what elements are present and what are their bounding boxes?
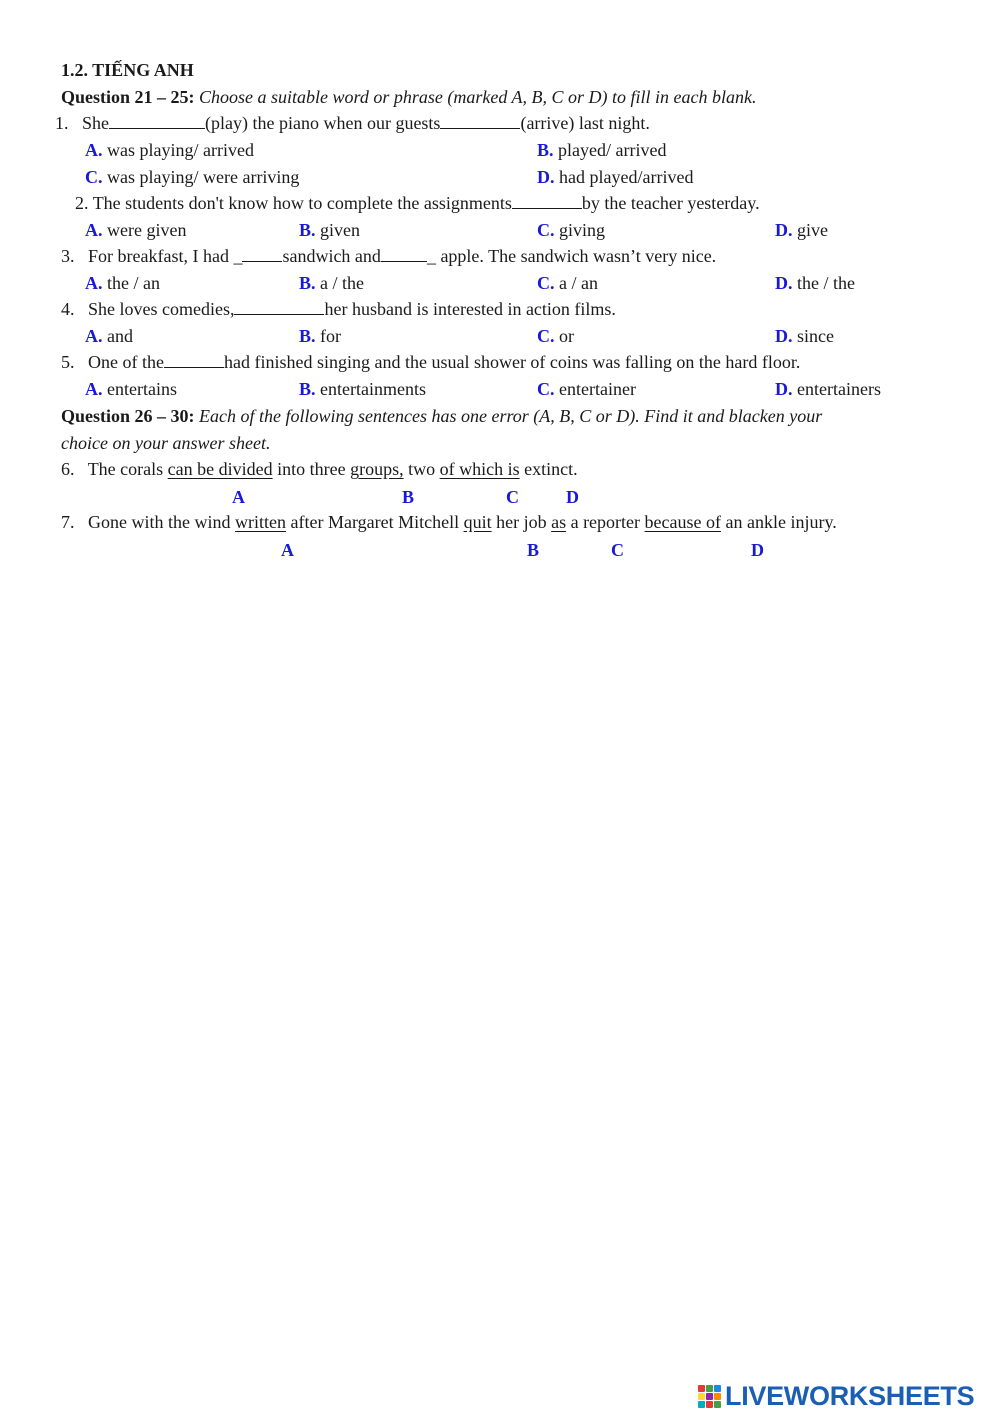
- question-number: 2.: [75, 193, 89, 213]
- question-1: [55, 112, 650, 134]
- sentence-text: Gone with the wind: [88, 512, 235, 532]
- option-letter: B.: [299, 326, 316, 346]
- option-b[interactable]: [537, 139, 666, 161]
- option-d[interactable]: [775, 325, 834, 347]
- question-2: [75, 192, 760, 214]
- question-text: (arrive) last night.: [520, 113, 650, 133]
- option-letter: D.: [775, 379, 793, 399]
- question-text: The students don't know how to complete the assignments: [92, 193, 512, 213]
- option-text: since: [797, 326, 834, 346]
- question-text: _ apple. The sandwich wasn’t very nice.: [426, 246, 717, 266]
- option-letter: D.: [537, 167, 555, 187]
- option-letter: A.: [85, 273, 103, 293]
- option-letter: B.: [299, 220, 316, 240]
- error-mark-a[interactable]: A: [281, 540, 294, 560]
- option-b[interactable]: [299, 325, 341, 347]
- option-a[interactable]: [85, 139, 254, 161]
- error-mark-d[interactable]: D: [751, 540, 764, 560]
- underlined-part-a[interactable]: written: [234, 512, 286, 532]
- question-group-instruction: Choose a suitable word or phrase (marked A, B, C or D) to fill in each blank.: [199, 87, 757, 107]
- answer-blank[interactable]: [109, 113, 205, 129]
- option-c[interactable]: [537, 378, 636, 400]
- option-letter: C.: [537, 326, 555, 346]
- option-d[interactable]: [775, 219, 828, 241]
- sentence-text: extinct.: [519, 459, 578, 479]
- question-5: [61, 351, 800, 373]
- sentence-text: an ankle injury.: [721, 512, 837, 532]
- logo-tile: [706, 1385, 713, 1392]
- question-group-label: Question 26 – 30:: [61, 406, 195, 426]
- logo-tile: [706, 1401, 713, 1408]
- answer-blank[interactable]: [381, 246, 427, 262]
- question-4: [61, 298, 616, 320]
- question-text: For breakfast, I had _: [88, 246, 243, 266]
- sentence-text: a reporter: [566, 512, 645, 532]
- sentence-text: two: [403, 459, 440, 479]
- option-letter: B.: [537, 140, 554, 160]
- option-text: were given: [107, 220, 187, 240]
- sentence-text: her job: [491, 512, 552, 532]
- option-text: the / the: [797, 273, 855, 293]
- logo-tile: [698, 1401, 705, 1408]
- option-c[interactable]: [537, 219, 605, 241]
- option-text: or: [559, 326, 574, 346]
- question-group-header: [61, 405, 822, 427]
- option-b[interactable]: [299, 378, 426, 400]
- option-text: for: [320, 326, 342, 346]
- section-title: 1.2. TIẾNG ANH: [61, 60, 194, 80]
- error-mark-d[interactable]: D: [566, 487, 579, 507]
- question-text: sandwich and: [282, 246, 381, 266]
- option-text: a / the: [320, 273, 364, 293]
- underlined-part-b[interactable]: quit: [463, 512, 492, 532]
- option-text: the / an: [107, 273, 160, 293]
- option-text: given: [320, 220, 361, 240]
- option-text: give: [797, 220, 828, 240]
- question-number: 7.: [61, 512, 75, 532]
- question-text: She: [82, 113, 109, 133]
- question-3: [61, 245, 716, 267]
- error-mark-c[interactable]: C: [506, 487, 519, 507]
- sentence-text: The corals: [87, 459, 168, 479]
- option-text: was playing/ were arriving: [107, 167, 300, 187]
- option-text: entertainers: [797, 379, 881, 399]
- question-number: 3.: [61, 246, 75, 266]
- option-text: played/ arrived: [558, 140, 667, 160]
- underlined-part-c[interactable]: as: [551, 512, 567, 532]
- option-letter: C.: [537, 273, 555, 293]
- option-letter: A.: [85, 379, 103, 399]
- underlined-part-d[interactable]: because of: [644, 512, 721, 532]
- logo-tile: [706, 1393, 713, 1400]
- sentence-text: after Margaret Mitchell: [285, 512, 464, 532]
- error-mark-b[interactable]: B: [527, 540, 540, 560]
- logo-tile: [714, 1385, 721, 1392]
- answer-blank[interactable]: [440, 113, 520, 129]
- question-text: had finished singing and the usual shower of coins was falling on the hard floor.: [223, 352, 801, 372]
- answer-blank[interactable]: [164, 352, 224, 368]
- question-text: She loves comedies,: [88, 299, 235, 319]
- option-c[interactable]: [85, 166, 299, 188]
- logo-tile: [698, 1393, 705, 1400]
- question-group-label: Question 21 – 25:: [61, 87, 195, 107]
- question-group-header: [61, 86, 756, 108]
- option-d[interactable]: [775, 272, 855, 294]
- underlined-part-b[interactable]: groups,: [350, 459, 404, 479]
- option-letter: A.: [85, 220, 103, 240]
- logo-tile: [714, 1401, 721, 1408]
- option-text: had played/arrived: [559, 167, 694, 187]
- option-text: entertainments: [320, 379, 426, 399]
- liveworksheets-logo: [698, 1381, 974, 1411]
- underlined-part-a[interactable]: can be divided: [167, 459, 273, 479]
- option-a[interactable]: [85, 378, 177, 400]
- question-7: [61, 511, 837, 533]
- question-number: 1.: [55, 113, 69, 133]
- error-mark-b[interactable]: B: [402, 487, 415, 507]
- option-d[interactable]: [775, 378, 881, 400]
- question-text: her husband is interested in action films.: [324, 299, 616, 319]
- question-number: 5.: [61, 352, 75, 372]
- option-letter: A.: [85, 326, 103, 346]
- sentence-text: into three: [272, 459, 351, 479]
- underlined-part-c-d[interactable]: of which is: [439, 459, 520, 479]
- option-text: and: [107, 326, 133, 346]
- question-group-instruction: Each of the following sentences has one error (A, B, C or D). Find it and blacken your: [199, 406, 823, 426]
- option-a[interactable]: [85, 272, 160, 294]
- brand-name: LIVEWORKSHEETS: [725, 1380, 975, 1411]
- option-d[interactable]: [537, 166, 693, 188]
- option-letter: C.: [537, 379, 555, 399]
- option-c[interactable]: [537, 325, 574, 347]
- question-number: 4.: [61, 299, 75, 319]
- option-a[interactable]: [85, 325, 133, 347]
- option-text: a / an: [559, 273, 598, 293]
- option-a[interactable]: [85, 219, 186, 241]
- error-mark-c[interactable]: C: [611, 540, 624, 560]
- option-letter: B.: [299, 379, 316, 399]
- option-c[interactable]: [537, 272, 598, 294]
- option-letter: A.: [85, 140, 103, 160]
- option-b[interactable]: [299, 272, 364, 294]
- logo-tile: [698, 1385, 705, 1392]
- question-6: [61, 458, 578, 480]
- answer-blank[interactable]: [512, 193, 582, 209]
- option-letter: D.: [775, 273, 793, 293]
- option-letter: C.: [537, 220, 555, 240]
- option-letter: D.: [775, 220, 793, 240]
- error-mark-a[interactable]: A: [232, 487, 245, 507]
- question-group-instruction-cont: choice on your answer sheet.: [61, 433, 271, 453]
- question-text: One of the: [88, 352, 164, 372]
- answer-blank[interactable]: [234, 299, 324, 315]
- question-number: 6.: [61, 459, 75, 479]
- option-letter: D.: [775, 326, 793, 346]
- option-text: giving: [559, 220, 606, 240]
- question-text: (play) the piano when our guests: [205, 113, 441, 133]
- option-text: entertains: [107, 379, 177, 399]
- option-text: was playing/ arrived: [107, 140, 254, 160]
- answer-blank[interactable]: [242, 246, 282, 262]
- option-letter: C.: [85, 167, 103, 187]
- question-text: by the teacher yesterday.: [581, 193, 760, 213]
- logo-tile: [714, 1393, 721, 1400]
- logo-grid-icon: [698, 1385, 721, 1408]
- option-b[interactable]: [299, 219, 360, 241]
- option-text: entertainer: [559, 379, 636, 399]
- option-letter: B.: [299, 273, 316, 293]
